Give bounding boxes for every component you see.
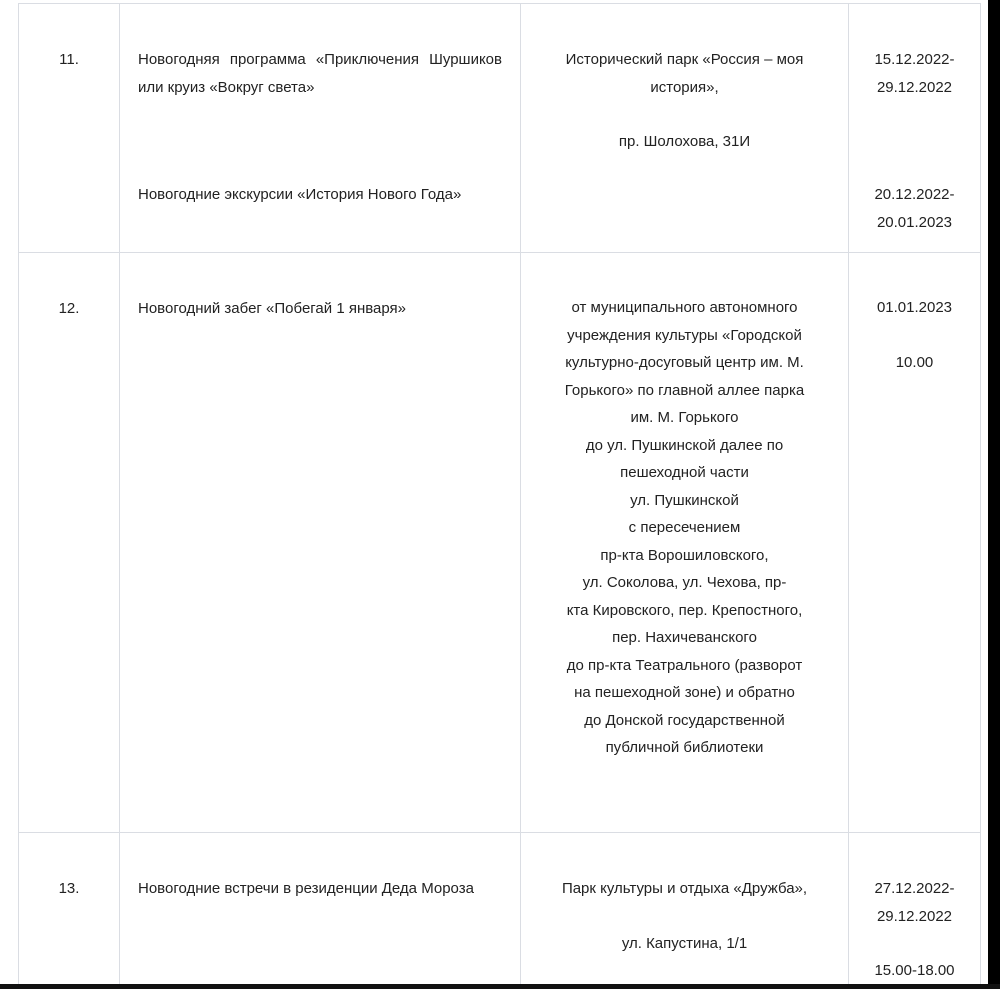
venue-address: пр. Шолохова, 31И <box>618 133 751 150</box>
row-number: 11. <box>59 51 79 68</box>
event-name: Новогодние экскурсии «История Нового Года» <box>138 186 462 203</box>
row-number-cell <box>19 253 120 833</box>
route-line: ул. Пушкинской <box>630 491 739 509</box>
date-cell <box>849 253 981 833</box>
route-line: учреждения культуры «Городской <box>567 326 802 344</box>
row-number: 12. <box>58 300 80 317</box>
venue-cell <box>521 833 849 985</box>
event-name-cell <box>120 4 521 253</box>
date-range-start: 15.12.2022- <box>874 51 955 68</box>
route-line: с пересечением <box>628 519 741 536</box>
route-line: ул. Соколова, ул. Чехова, пр- <box>582 574 787 591</box>
row-number-cell <box>19 833 120 985</box>
table-row <box>19 4 981 253</box>
date-range-end: 29.12.2022 <box>876 78 953 96</box>
date-cell <box>849 833 981 985</box>
route-line: до пр-кта Театрального (разворот <box>566 656 803 674</box>
table-row <box>19 833 981 985</box>
route-line: публичной библиотеки <box>605 739 764 756</box>
venue-cell <box>521 4 849 253</box>
event-time: 15.00-18.00 <box>874 962 955 979</box>
date-range-end: 29.12.2022 <box>876 907 953 925</box>
events-schedule-table <box>18 3 981 984</box>
date-range-start: 20.12.2022- <box>874 186 955 203</box>
route-line: пр-кта Ворошиловского, <box>600 546 769 564</box>
date-range-start: 27.12.2022- <box>874 880 955 897</box>
route-line: до Донской государственной <box>584 711 785 729</box>
window-bottom-edge <box>0 984 1000 989</box>
event-name: Новогодний забег «Побегай 1 января» <box>138 300 407 317</box>
route-line: им. М. Горького <box>630 409 739 426</box>
venue-name: Парк культуры и отдыха «Дружба», <box>561 880 808 897</box>
event-name: Новогодние встречи в резиденции Деда Мороза <box>138 880 474 897</box>
route-line: на пешеходной зоне) и обратно <box>574 684 795 701</box>
route-line: пешеходной части <box>620 464 749 481</box>
route-line: Горького» по главной аллее парка <box>564 381 805 399</box>
route-line: от муниципального автономного <box>571 299 798 316</box>
window-right-edge <box>988 0 1000 989</box>
date-cell <box>849 4 981 253</box>
event-name: Новогодняя программа «Приключения Шуршиков или круиз «Вокруг света» <box>138 51 502 96</box>
date-range-end: 20.01.2023 <box>876 213 953 231</box>
route-line: кта Кировского, пер. Крепостного, <box>566 601 803 619</box>
route-line: до ул. Пушкинской далее по <box>585 436 784 454</box>
venue-name-line: Исторический парк «Россия – моя <box>565 51 804 68</box>
route-description <box>539 294 830 762</box>
table-row <box>19 253 981 833</box>
route-line: пер. Нахичеванского <box>612 629 757 646</box>
row-number: 13. <box>58 880 80 897</box>
venue-address: ул. Капустина, 1/1 <box>621 934 748 952</box>
event-date: 01.01.2023 <box>876 299 953 316</box>
event-name-cell <box>120 833 521 985</box>
route-cell <box>521 253 849 833</box>
row-number-cell <box>19 4 120 253</box>
event-time: 10.00 <box>895 353 934 371</box>
venue-name-line: история», <box>650 78 719 96</box>
event-name-cell <box>120 253 521 833</box>
route-line: культурно-досуговый центр им. М. <box>565 354 804 371</box>
